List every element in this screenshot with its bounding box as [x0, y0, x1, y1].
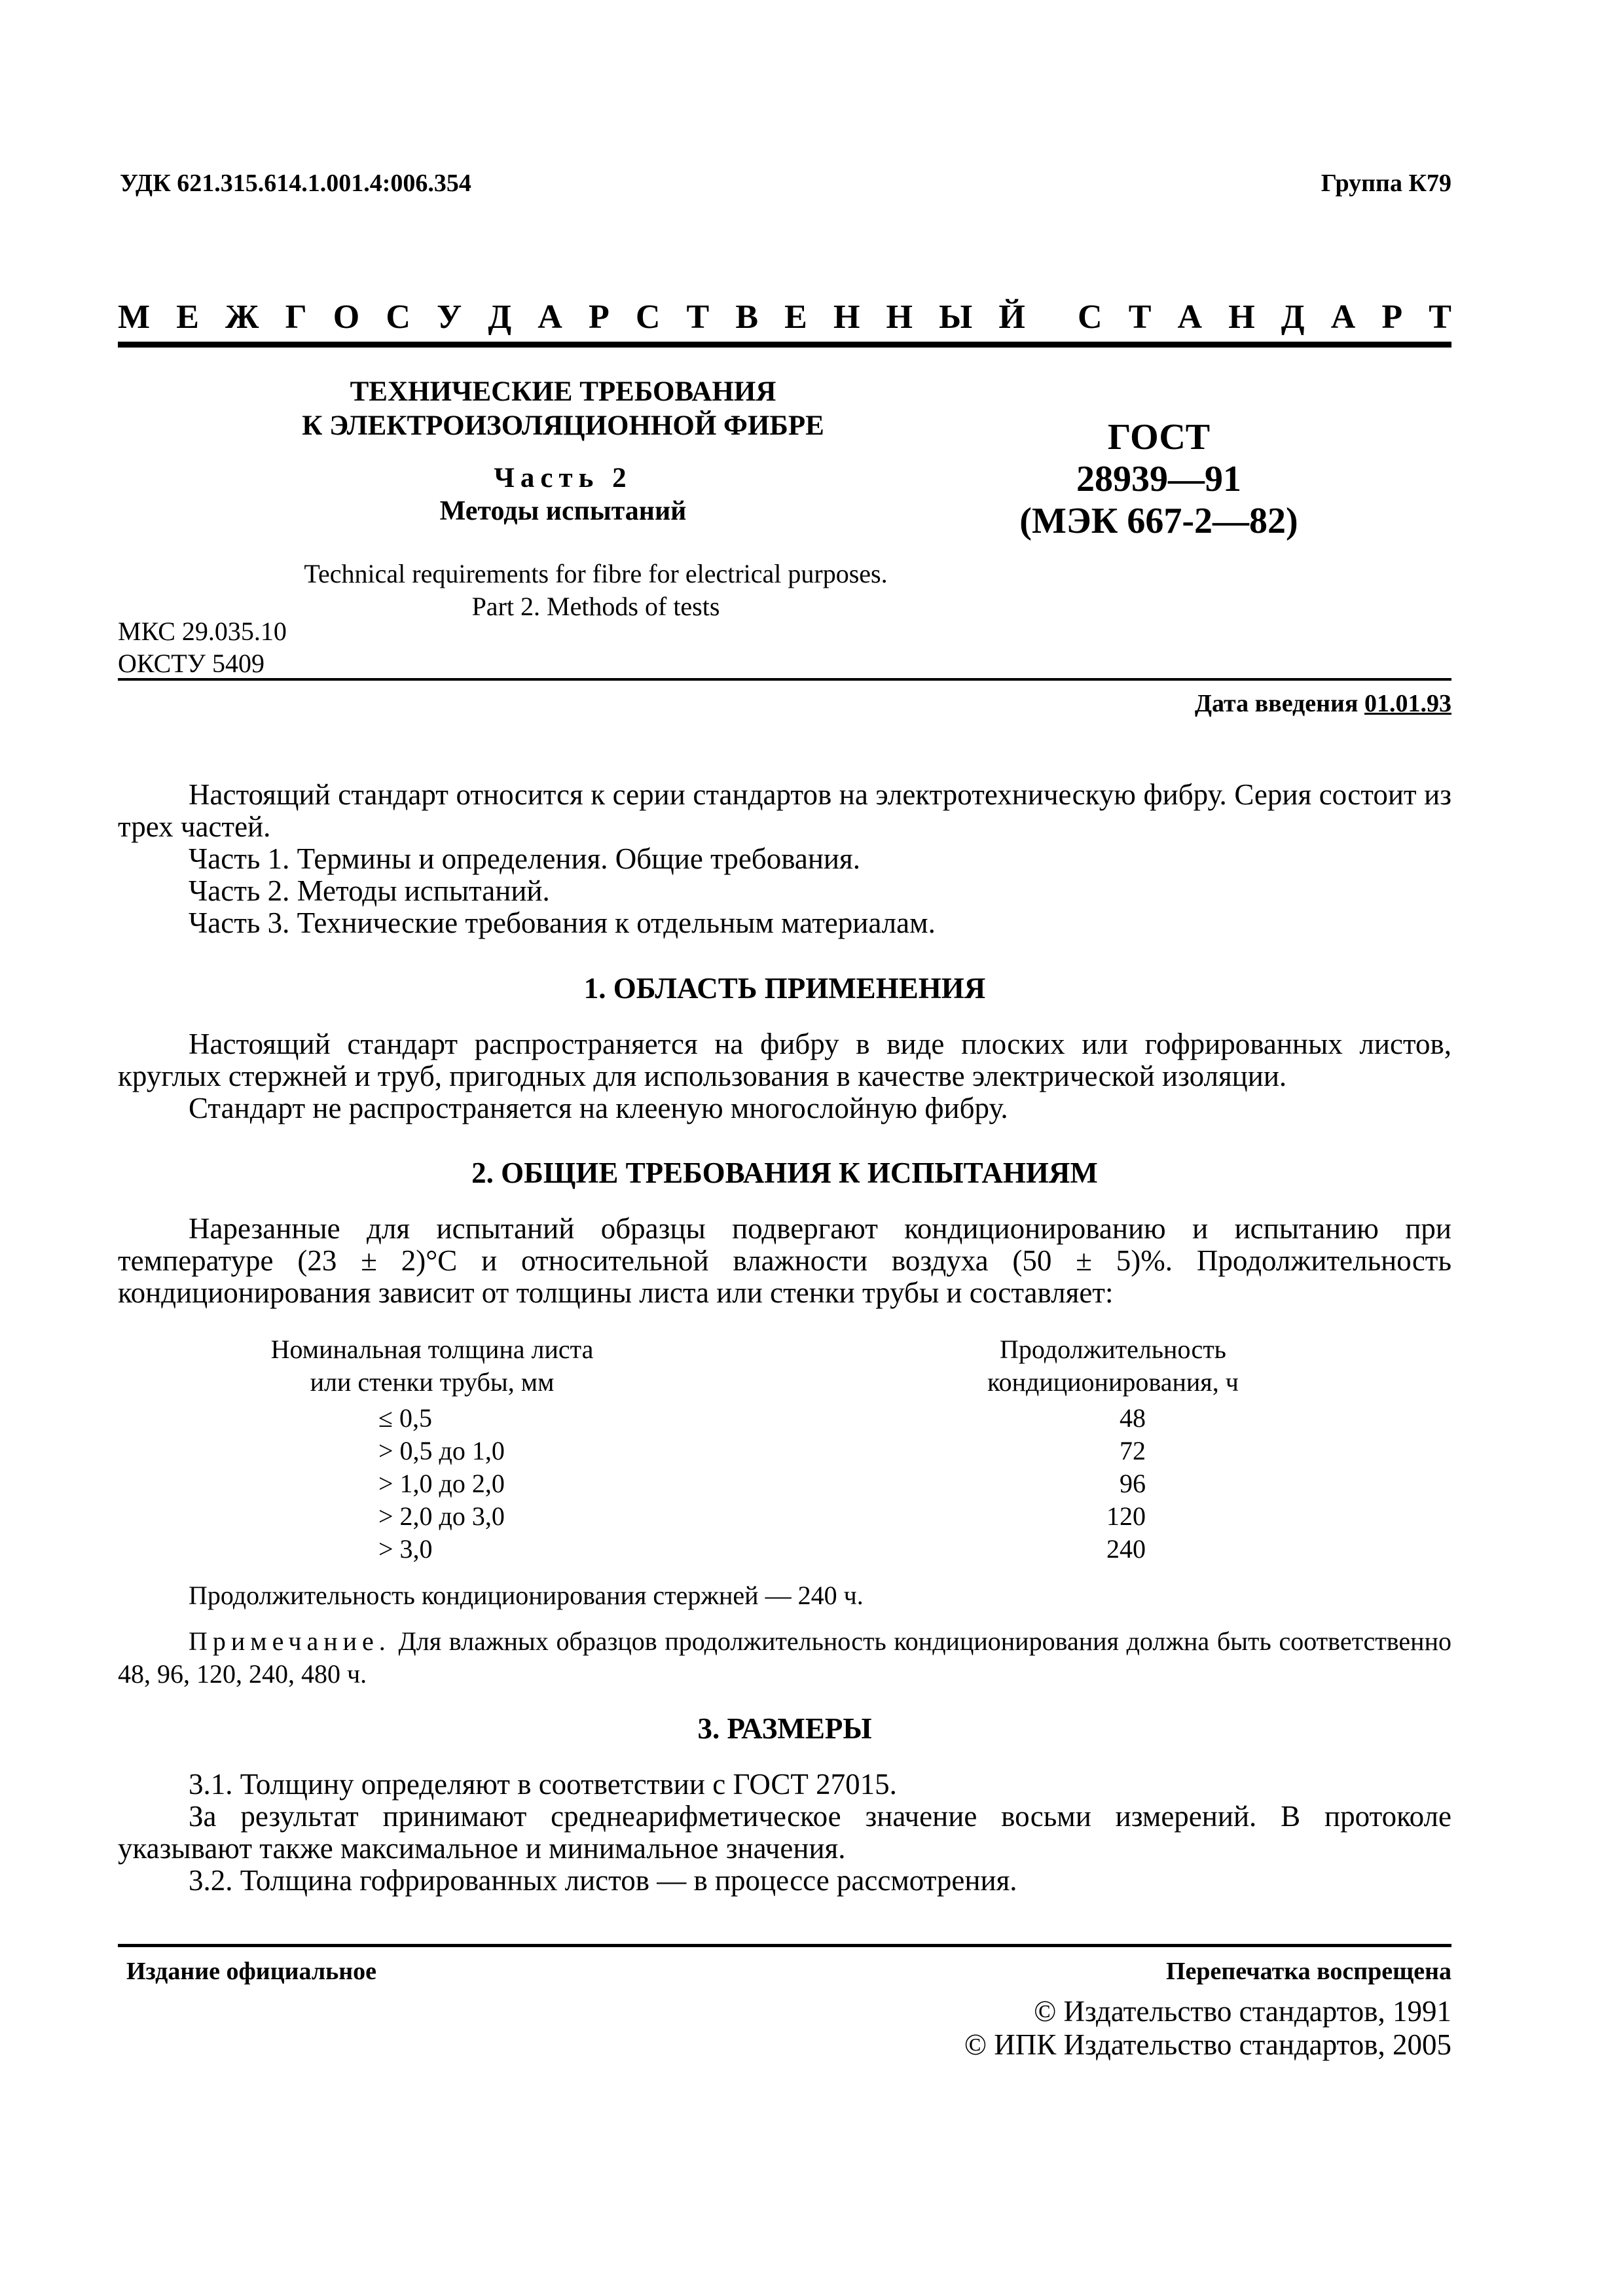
copyright-line-2: © ИПК Издательство стандартов, 2005 [964, 2028, 1451, 2061]
introduction-date [1195, 689, 1451, 718]
banner-letter: Г [285, 298, 307, 336]
table-header-duration-line-2: кондиционирования, ч [987, 1367, 1239, 1397]
banner-letter: Д [1281, 298, 1305, 336]
banner-letter: Ы [939, 298, 973, 336]
banner-letter: Т [686, 298, 710, 336]
gost-line-2: 28939—91 [1076, 459, 1241, 499]
table-cell-thickness: > 2,0 до 3,0 [378, 1501, 505, 1531]
banner-letter: А [1330, 298, 1356, 336]
copyright [964, 1995, 1451, 2062]
table-cell-duration: 96 [1120, 1469, 1146, 1498]
banner-letter: С [635, 298, 661, 336]
classification-codes [118, 615, 287, 679]
banner-letter: М [118, 298, 151, 336]
table-header-duration [943, 1333, 1283, 1399]
part-label: Часть 2 [494, 463, 632, 493]
section-1-paragraph-1: Настоящий стандарт распространяется на фибру в виде плоских или гофрированных листов, круглых стержней и труб, пригодных для использования в качестве электрической изоляции. [118, 1028, 1451, 1092]
document-title [249, 375, 877, 443]
top-rule [118, 342, 1451, 348]
table-cell-thickness: > 1,0 до 2,0 [378, 1469, 505, 1498]
section-3-paragraph-1: 3.1. Толщину определяют в соответствии с ГОСТ 27015. [189, 1768, 897, 1801]
banner-letter: Е [176, 298, 199, 336]
rods-conditioning: Продолжительность кондиционирования стержней — 240 ч. [189, 1581, 864, 1610]
banner-letter: Н [886, 298, 913, 336]
gost-line-1: ГОСТ [1107, 417, 1211, 457]
banner-letter: Т [1128, 298, 1152, 336]
banner-letter: Н [1228, 298, 1255, 336]
intro-part-1: Часть 1. Термины и определения. Общие требования. [189, 842, 860, 875]
table-cell-duration: 72 [1120, 1436, 1146, 1465]
banner-letter: У [437, 298, 462, 336]
banner-letter: В [735, 298, 759, 336]
table-header-thickness [249, 1333, 615, 1399]
table-cell-thickness: > 0,5 до 1,0 [378, 1436, 505, 1465]
date-label: Дата введения [1194, 690, 1359, 717]
english-title-line-1: Technical requirements for fibre for electrical purposes. [304, 559, 888, 588]
table-cell-thickness: > 3,0 [378, 1534, 433, 1564]
part-name: Методы испытаний [439, 496, 687, 526]
banner-letter: Р [588, 298, 610, 336]
copyright-line-1: © Издательство стандартов, 1991 [1034, 1995, 1451, 2028]
table-cell-duration: 240 [1106, 1534, 1146, 1564]
bottom-rule [118, 1944, 1451, 1947]
banner-letter: С [386, 298, 410, 336]
section-2-heading: 2. ОБЩИЕ ТРЕБОВАНИЯ К ИСПЫТАНИЯМ [471, 1157, 1098, 1189]
english-title-line-2: Part 2. Methods of tests [471, 592, 720, 621]
banner-letter: Т [1429, 298, 1451, 336]
english-title [216, 558, 976, 623]
intro-part-2: Часть 2. Методы испытаний. [189, 874, 550, 907]
middle-rule [118, 678, 1451, 681]
banner-letter: Ж [225, 298, 259, 336]
banner-letter: Н [833, 298, 860, 336]
udk-code: УДК 621.315.614.1.001.4:006.354 [120, 170, 471, 197]
title-line-2: К ЭЛЕКТРОИЗОЛЯЦИОННОЙ ФИБРЕ [302, 410, 824, 441]
table-cell-duration: 120 [1106, 1501, 1146, 1531]
table-cell-duration: 48 [1120, 1403, 1146, 1433]
table-header-thickness-line-2: или стенки трубы, мм [310, 1367, 555, 1397]
section-2-paragraph: Нарезанные для испытаний образцы подвергают кондиционированию и испытанию при температуре (23 ± 2)°C и относительной влажности воздуха (50 ± 5)%. Продолжительность кондиционирования зависит от толщины листа или стенки трубы и составляет: [118, 1212, 1451, 1309]
banner-letter: С [1078, 298, 1103, 336]
title-line-1: ТЕХНИЧЕСКИЕ ТРЕБОВАНИЯ [350, 376, 776, 407]
banner-letter: А [538, 298, 562, 336]
note-label: Примечание. [189, 1626, 391, 1656]
table-column-duration [1008, 1402, 1146, 1566]
section-3-paragraph-2: За результат принимают среднеарифметическое значение восьми измерений. В протоколе указывают также максимальное и минимальное значения. [118, 1800, 1451, 1865]
note-text: Для влажных образцов продолжительность кондиционирования должна быть соответственно 48, 96, 120, 240, 480 ч. [118, 1626, 1451, 1689]
table-cell-thickness: ≤ 0,5 [378, 1403, 432, 1433]
banner-letter: Р [1381, 298, 1403, 336]
intro-paragraph: Настоящий стандарт относится к серии стандартов на электротехническую фибру. Серия состоит из трех частей. [118, 778, 1451, 843]
section-1-paragraph-2: Стандарт не распространяется на клееную многослойную фибру. [189, 1092, 1008, 1124]
gost-line-3: (МЭК 667-2—82) [1019, 501, 1298, 541]
mks-code: МКС 29.035.10 [118, 617, 287, 646]
date-value: 01.01.93 [1364, 690, 1451, 717]
group-code: Группа К79 [1321, 170, 1451, 197]
note [118, 1625, 1451, 1691]
intro-part-3: Часть 3. Технические требования к отдельным материалам. [189, 906, 936, 939]
banner-letter: О [333, 298, 360, 336]
section-3-heading: 3. РАЗМЕРЫ [697, 1712, 872, 1745]
table-header-duration-line-1: Продолжительность [1000, 1335, 1226, 1364]
table-column-thickness [378, 1402, 505, 1566]
section-1-heading: 1. ОБЛАСТЬ ПРИМЕНЕНИЯ [583, 972, 986, 1005]
standard-banner [118, 298, 1451, 336]
reprint-prohibited: Перепечатка воспрещена [1165, 1958, 1451, 1985]
official-edition: Издание официальное [126, 1958, 377, 1985]
banner-letter: Е [784, 298, 807, 336]
okstu-code: ОКСТУ 5409 [118, 649, 265, 678]
banner-letter: Д [488, 298, 512, 336]
gost-designation [982, 416, 1336, 542]
banner-letter: Й [998, 298, 1025, 336]
banner-letter: А [1177, 298, 1203, 336]
table-header-thickness-line-1: Номинальная толщина листа [270, 1335, 594, 1364]
section-3-paragraph-3: 3.2. Толщина гофрированных листов — в процессе рассмотрения. [189, 1864, 1017, 1897]
